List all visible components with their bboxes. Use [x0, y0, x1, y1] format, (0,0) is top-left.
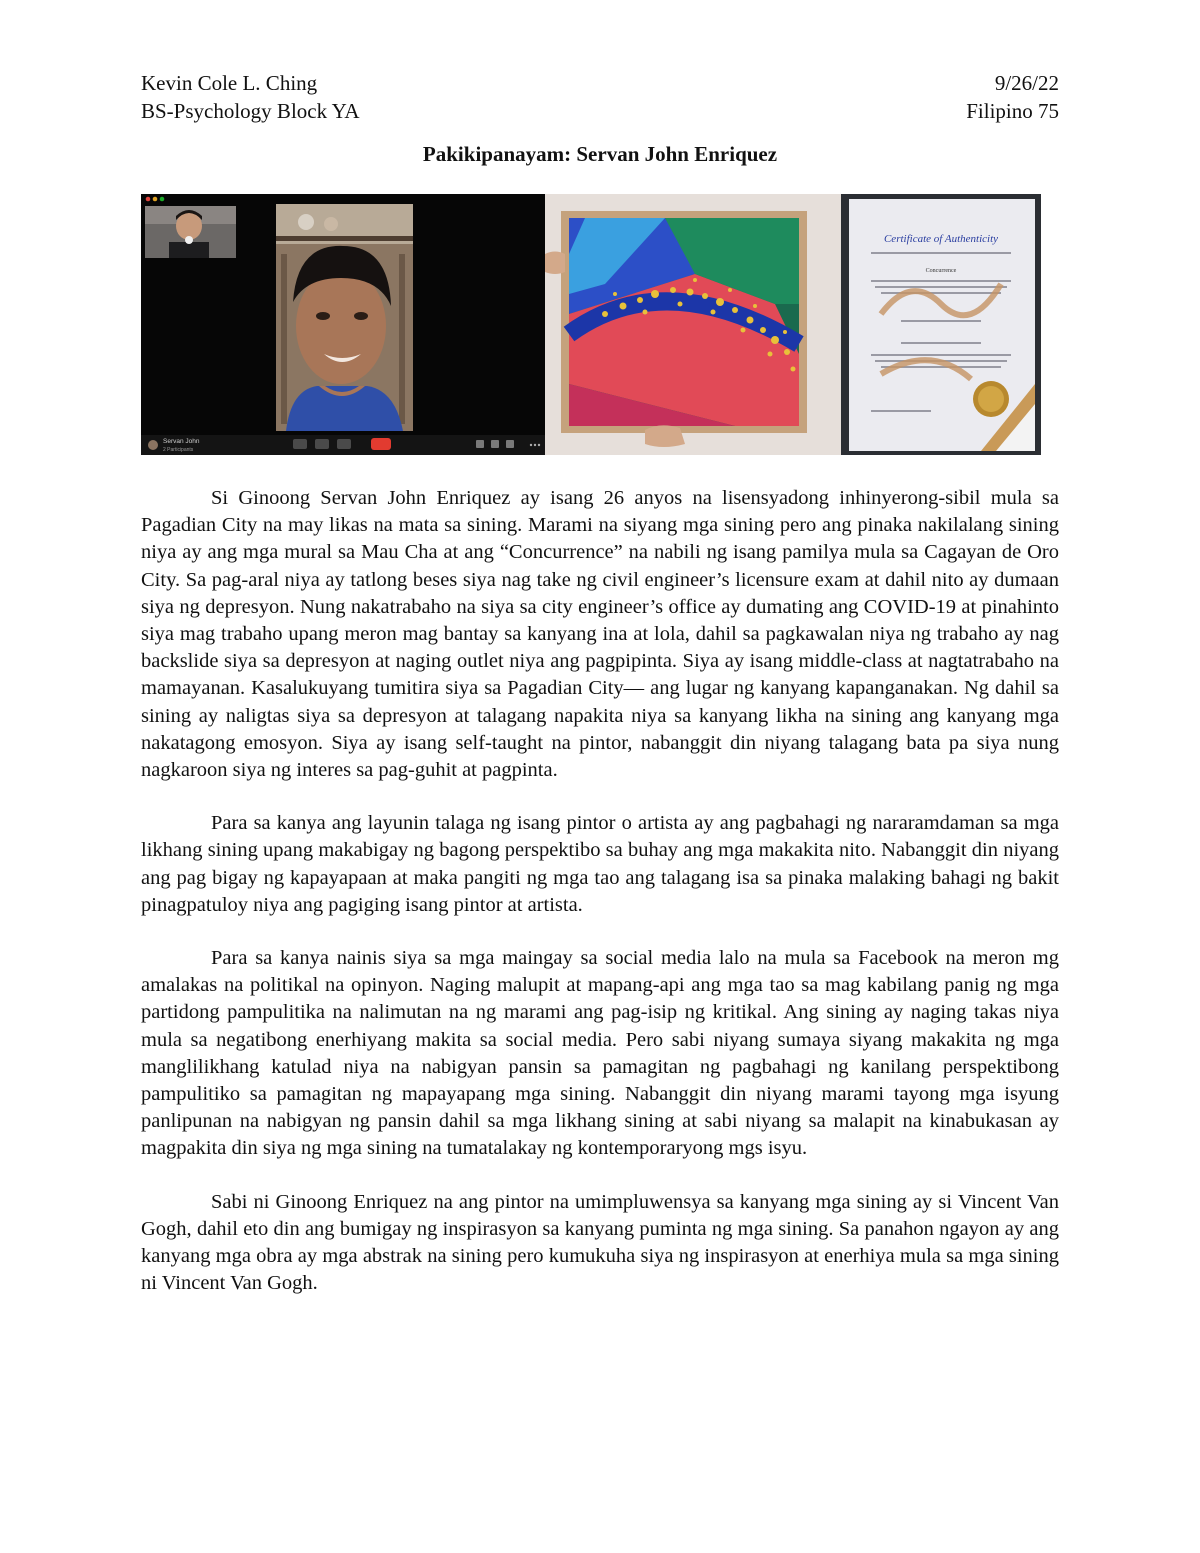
certificate-artwork-name: Concurrence [925, 268, 957, 274]
document-title: Pakikipanayam: Servan John Enriquez [422, 142, 778, 166]
end-call-icon [371, 438, 391, 450]
zoom-participant-name: Servan John [163, 438, 200, 445]
subject-code: Filipino 75 [966, 99, 1059, 123]
article-body [141, 485, 1059, 1323]
header-left [141, 69, 360, 125]
paragraph: Para sa kanya ang layunin talaga ng isang pintor o artista ay ang pagbahagi ng nararamdaman sa mga likhang sining upang makabigay ng bagong perspektibo sa buhay ang mga makakita nito. Nabanggit din niyang ang pag bigay ng kapayapaan at maka pangiti ng mga tao ang talagang isa sa pinaka malaking bahagi ng bakit pinagpatuloy niya ang pagiging isang pintor at artista. [141, 812, 1059, 916]
painting-photo [545, 194, 841, 455]
zoom-participant-count: 2 Participants [163, 447, 194, 453]
paragraph: Sabi ni Ginoong Enriquez na ang pintor na umimpluwensya sa kanyang mga sining ay si Vincent Van Gogh, dahil eto din ang bumigay ng inspirasyon sa kanyang puminta ng mga sining. Sa panahon ngayon ay ang kanyang mga obra ay mga abstrak na sining pero kumukuha siya ng inspirasyon at enerhiya mula sa mga sining ni Vincent Van Gogh. [141, 1190, 1059, 1295]
paragraph: Si Ginoong Servan John Enriquez ay isang 26 anyos na lisensyadong inhinyerong-sibil mula sa Pagadian City na may likas na mata sa sining. Marami na siyang mga sining pero ang pinaka nakilalang sining niya ay ang mga mural sa Mau Cha at ang “Concurrence” na nabili ng isang pamilya mula sa Cagayan de Oro City. Sa pag-aral niya ay tatlong beses siya nag take ng civil engineer’s licensure exam at dahil nito ay dumaan siya ng depresyon. Nung nakatrabaho na siya sa city engineer’s office ay dumating ang COVID-19 at pinahinto siya mag trabaho upang meron mag bantay sa kanyang ina at lola, dahil sa pagkawalan niya ng trabaho ay nag backslide siya sa depresyon at naging outlet niya ang pagpipinta. Siya ay isang middle-class at nagtatrabaho na mamayanan. Kasalukuyang tumitira siya sa Pagadian City— ang lugar ng kanyang kapanganakan. Ng dahil sa sining ay naligtas siya sa depresyon at talagang napakita niya sa kanyang likha na sining ang kanyang mga nakatagong emosyon. Siya ay isang self-taught na pintor, nabanggit din niyang talagang bata pa siya nung nagkaroon siya ng interes sa pag-guhit at pagpinta. [141, 487, 1059, 782]
author-name: Kevin Cole L. Ching [141, 71, 318, 95]
photo-strip [141, 194, 1041, 455]
certificate-heading: Certificate of Authenticity [883, 233, 999, 245]
paragraph: Para sa kanya nainis siya sa mga maingay sa social media lalo na mula sa Facebook na meron mg amalakas na politikal na opinyon. Naging malupit at mapang-api ang mga tao sa mag kabilang panig ng mga partidong pampulitika na nalimutan na ng marami ang pag-isip ng kritikal. Ang sining ay naging takas niya mula sa negatibong enerhiyang makita sa social media. Pero sabi niyang sumaya siyang makakita ng mga manglilikhang katulad niya na nabigyan pansin sa pamagitan ng pagbahagi ng kanilang perspektibong pampulitiko sa pamagitan ng mapayapang mga sining. Nabanggit din niyang marami tayong mga isyung panlipunan na nabigyan ng pansin dahil sa mga likhang sining at sabi niyang sa malapit na kinabukasan ay magpakita din siya ng mga sining na tumatalakay ng kontemporaryong mgs isyu. [141, 947, 1059, 1160]
author-course: BS-Psychology Block YA [141, 99, 360, 123]
document-date: 9/26/22 [994, 71, 1059, 95]
certificate-photo [841, 194, 1041, 455]
video-call-photo [141, 194, 545, 455]
header-right [966, 69, 1059, 125]
